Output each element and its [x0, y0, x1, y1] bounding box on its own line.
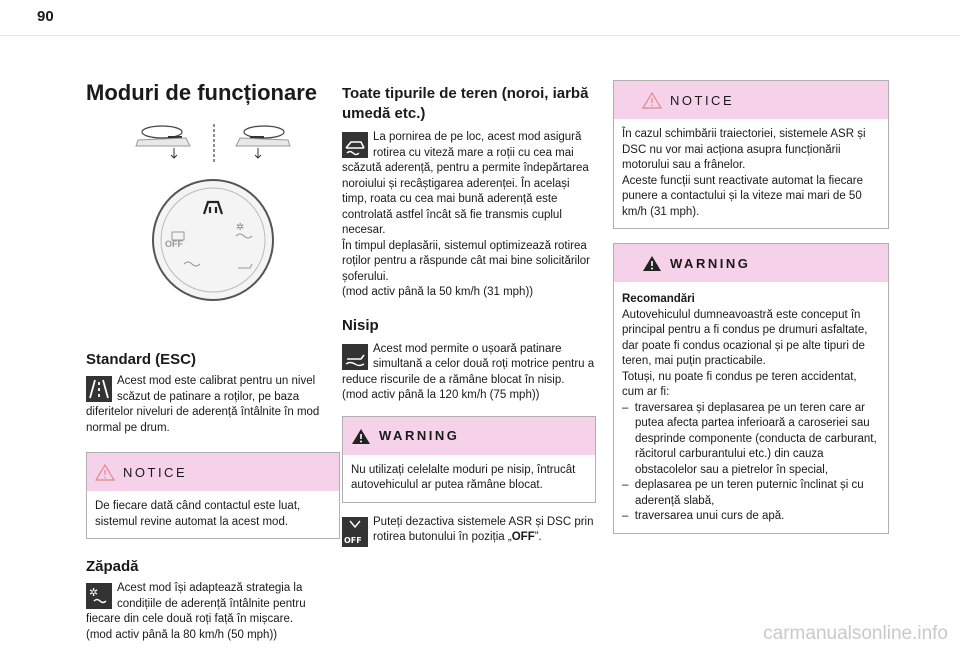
allterrain-p2: În timpul deplasării, sistemul optimizează rotirea roților pentru a răspunde cât mai bine solicitărilor șoferului. — [342, 239, 591, 283]
warning-box-sand — [342, 416, 596, 503]
warning-item: – traversarea și deplasarea pe un teren care ar putea afecta partea inferioară a caroseriei sau desprinde componente (conducta de carburant, răcitorul carburantului etc.) din cauza obstacolelor sau a pietrelor în special, — [622, 401, 877, 476]
notice-p1: În cazul schimbării traiectoriei, sistemele ASR și DSC nu vor mai acționa asupra funcționării motorului sau a frânelor. — [622, 128, 866, 171]
notice-text: De fiecare dată când contactul este luat, sistemul revine automat la acest mod. — [95, 500, 301, 528]
svg-text:OFF: OFF — [344, 535, 362, 545]
column-1 — [86, 80, 340, 643]
notice-header — [87, 453, 339, 491]
warning-icon — [351, 427, 371, 445]
warning-label: WARNING — [670, 255, 751, 271]
warning-p1: Autovehiculul dumneavoastră este conceput în principal pentru a fi condus pe drumuri asfaltate, dar poate fi condus ocazional și pe alte tipuri de teren, mai puțin practicabile. — [622, 308, 868, 367]
warning-text: Nu utilizați celelalte moduri pe nisip, întrucât autovehiculul ar putea rămâne blocat. — [351, 463, 576, 491]
snow-note: (mod activ până la 80 km/h (50 mph)) — [86, 628, 278, 641]
warning-heading: Recomandări — [622, 293, 695, 305]
off-text — [342, 515, 596, 546]
warning-label: WARNING — [379, 428, 460, 443]
notice-icon — [95, 463, 115, 481]
column-2 — [342, 84, 596, 547]
off-text-after: ”. — [534, 531, 542, 543]
snowflake-icon — [86, 583, 112, 609]
standard-heading: Standard (ESC) — [86, 351, 197, 368]
warning-p2: Totuși, nu poate fi condus pe teren accidentat, cum ar fi: — [622, 370, 857, 398]
sand-heading: Nisip — [342, 316, 379, 334]
notice-icon — [642, 91, 662, 109]
road-icon — [86, 376, 112, 402]
warning-item: – traversarea unui curs de apă. — [622, 510, 785, 522]
allterrain-heading: Toate tipurile de teren (noroi, iarbă umedă etc.) — [342, 85, 589, 122]
notice-box-asr — [613, 80, 889, 229]
warning-header — [343, 417, 595, 455]
page-number: 90 — [37, 8, 54, 25]
steering-wheel-illustration — [86, 118, 340, 166]
sand-icon — [342, 344, 368, 370]
watermark: carmanualsonline.info — [763, 623, 948, 644]
notice-box-standard — [86, 452, 340, 539]
warning-header — [614, 244, 888, 282]
dashboard-illustration — [86, 118, 340, 166]
column-3 — [613, 80, 889, 534]
svg-text:✲: ✲ — [89, 586, 99, 599]
allterrain-p1: La pornirea de pe loc, acest mod asigură rotirea cu viteză mare a roții cu cea mai scăzută aderență, pentru a permite îndepărtarea noroiului și recâștigarea aderenței. În același timp, roata cu cea mai bună aderență este controlată astfel încât să fie transmis cuplul necesar. — [342, 131, 589, 236]
off-text-bold: OFF — [511, 531, 535, 543]
standard-text: Acest mod este calibrat pentru un nivel scăzut de patinare a roților, pe baza diferitelor niveluri de aderență întâlnite în mod normal pe drum. — [86, 375, 320, 434]
notice-label: NOTICE — [123, 464, 188, 480]
notice-p2: Aceste funcții sunt reactivate automat la fiecare punere a contactului și la viteze mai mari de 50 km/h (31 mph). — [622, 174, 863, 218]
sand-text: Acest mod permite o ușoară patinare simultană a celor două roți motrice pentru a reduce riscurile de a rămâne blocat în nisip. — [342, 342, 595, 386]
notice-header — [614, 81, 888, 119]
allterrain-note: (mod activ până la 50 km/h (31 mph)) — [342, 286, 534, 298]
warning-icon — [642, 254, 662, 272]
notice-label: NOTICE — [670, 92, 735, 108]
mud-grass-icon — [342, 132, 368, 158]
sand-note: (mod activ până la 120 km/h (75 mph)) — [342, 389, 540, 401]
esc-off-icon — [342, 517, 368, 547]
off-text-before: Puteți dezactiva sistemele ASR și DSC prin rotirea butonului în poziția „ — [373, 515, 594, 543]
knob-off-label: OFF — [165, 239, 183, 249]
mode-selector-knob — [86, 174, 340, 304]
svg-text:✲: ✲ — [236, 222, 245, 233]
snow-heading: Zăpadă — [86, 558, 139, 575]
warning-item: – deplasarea pe un teren puternic înclinat și cu aderență slabă, — [622, 479, 864, 507]
section-title: Moduri de funcționare — [86, 80, 317, 105]
header-divider — [0, 35, 960, 36]
warning-box-recommendations — [613, 243, 889, 534]
snow-text: Acest mod își adaptează strategia la condițiile de aderență întâlnite pentru fiecare din cele două roți față în mișcare. — [86, 582, 306, 625]
